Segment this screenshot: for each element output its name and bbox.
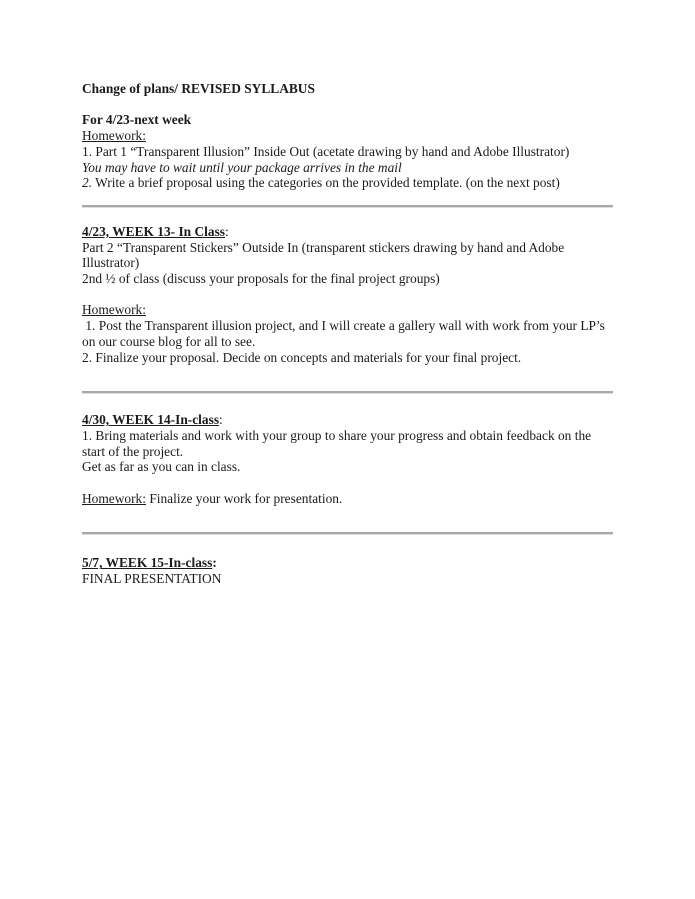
- week13-heading-line: [82, 224, 613, 240]
- week13-inclass-item-1: Part 2 “Transparent Stickers” Outside In (transparent stickers drawing by hand and Adobe Illustrator): [82, 239, 568, 271]
- homework-label: Homework:: [82, 490, 146, 506]
- blank-line: [82, 97, 613, 113]
- week13-homework-item-2: 2. Finalize your proposal. Decide on concepts and materials for your final project.: [82, 349, 522, 365]
- week13-inclass-item-2: 2nd ½ of class (discuss your proposals for the final project groups): [82, 271, 440, 287]
- prep-week-heading: For 4/23-next week: [82, 112, 192, 128]
- week15-heading-colon: :: [212, 555, 217, 571]
- week14-heading-colon: :: [219, 412, 223, 428]
- week14-homework-text: Finalize your work for presentation.: [145, 490, 343, 506]
- week14-heading: 4/30, WEEK 14-In-class: [82, 412, 220, 428]
- prep-week-item-2: [82, 175, 613, 191]
- prep-week-homework-line: [82, 128, 613, 144]
- week14-item-2: Get as far as you can in class.: [82, 459, 241, 475]
- blank-line: [82, 287, 613, 303]
- item-number: 2.: [82, 175, 93, 191]
- homework-label: Homework:: [82, 128, 146, 144]
- item-text: Write a brief proposal using the categories on the provided template. (on the next post): [92, 175, 560, 191]
- prep-week-note: You may have to wait until your package arrives in the mail: [82, 159, 402, 175]
- week15-heading-line: [82, 555, 613, 571]
- week13-homework-line: [82, 302, 613, 318]
- section-divider: [82, 391, 613, 393]
- homework-label: Homework:: [82, 302, 146, 318]
- section-divider: [82, 205, 613, 207]
- section-divider: [82, 532, 613, 534]
- week15-final-line: FINAL PRESENTATION: [82, 571, 222, 587]
- week14-homework-line: [82, 491, 613, 507]
- week14-heading-line: [82, 412, 613, 428]
- week13-heading: 4/23, WEEK 13- In Class: [82, 223, 225, 239]
- week13-heading-colon: :: [225, 223, 229, 239]
- blank-line: [82, 475, 613, 491]
- prep-week-item-1: 1. Part 1 “Transparent Illusion” Inside Out (acetate drawing by hand and Adobe Illustrator): [82, 143, 570, 159]
- week15-heading: 5/7, WEEK 15-In-class: [82, 555, 213, 571]
- week14-item-1: 1. Bring materials and work with your group to share your progress and obtain feedback on the start of the project.: [82, 427, 595, 459]
- week13-homework-item-1: 1. Post the Transparent illusion project, and I will create a gallery wall with work from your LP’s on our course blog for all to see.: [82, 318, 609, 349]
- doc-title: Change of plans/ REVISED SYLLABUS: [82, 81, 315, 96]
